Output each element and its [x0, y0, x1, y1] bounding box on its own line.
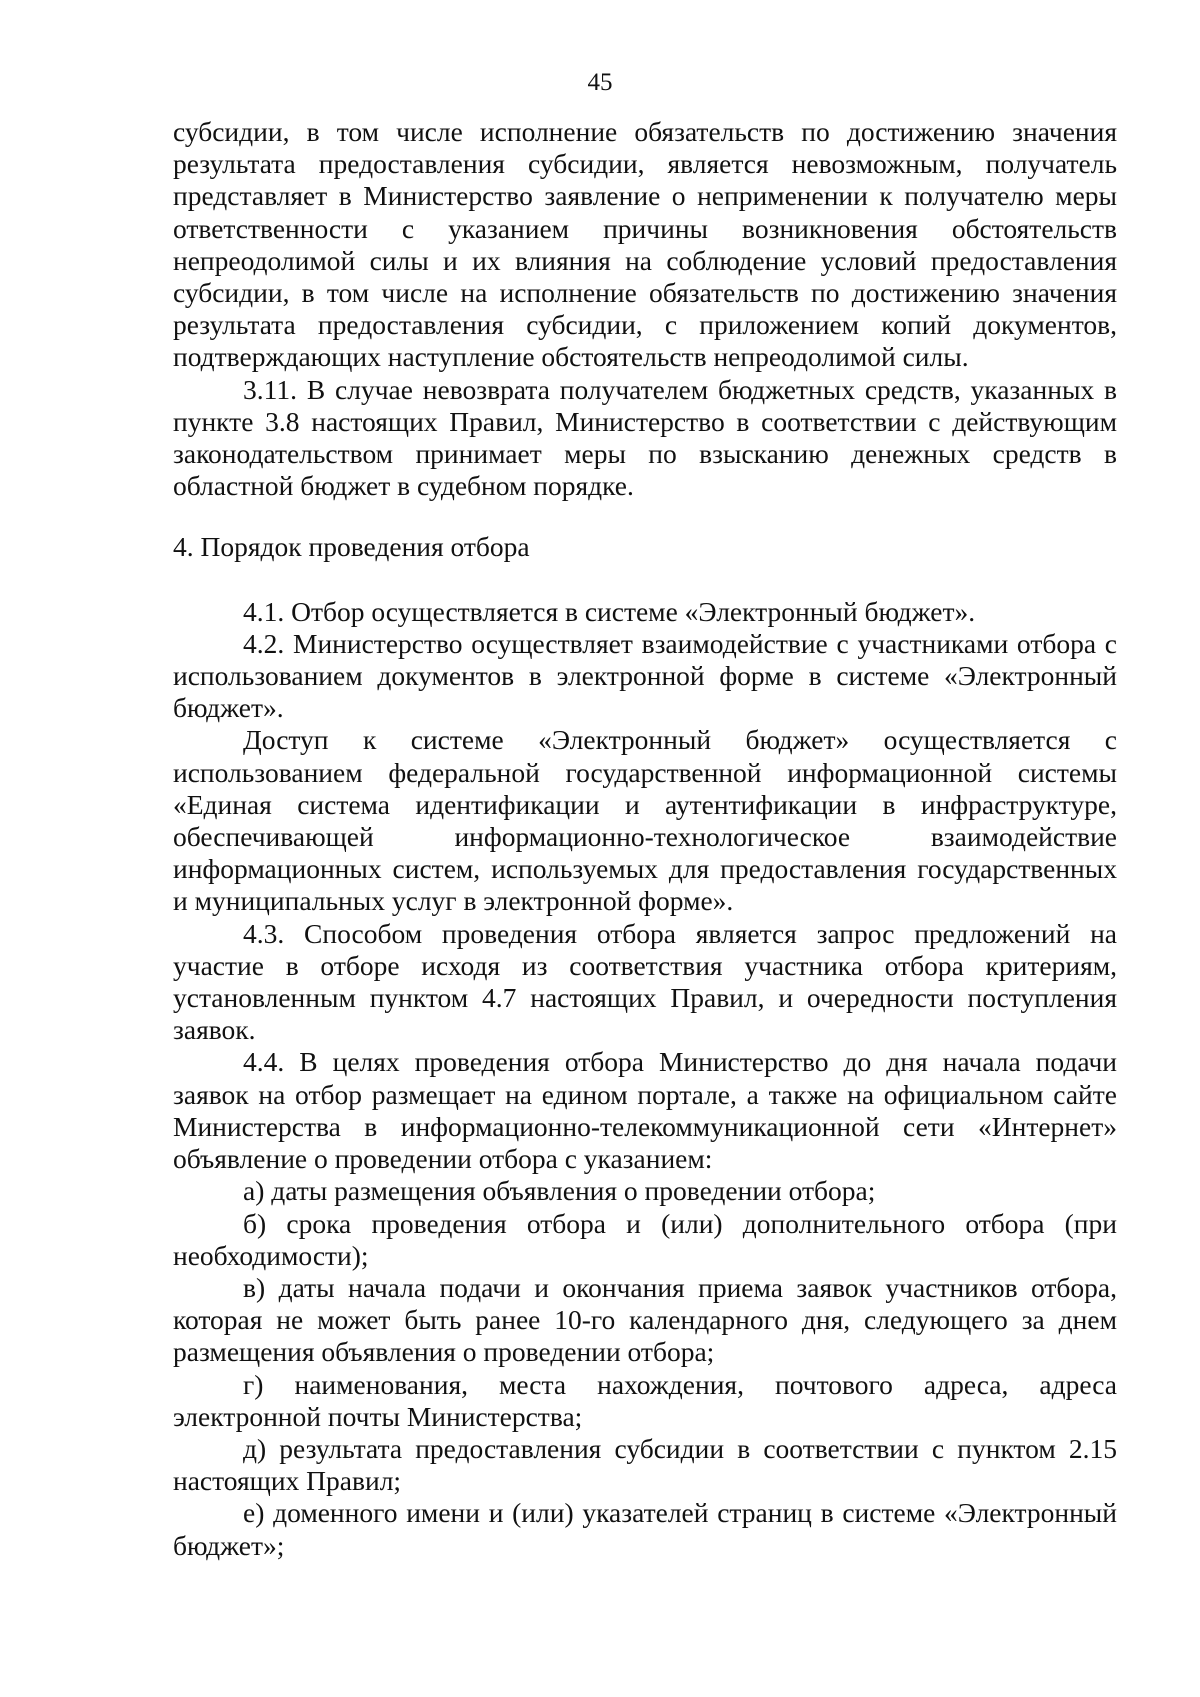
paragraph-4-2: 4.2. Министерство осуществляет взаимодействие с участниками отбора с использованием документов в электронной форме в системе «Электронный бюджет». [173, 627, 1117, 724]
list-item-d: д) результата предоставления субсидии в соответствии с пунктом 2.15 настоящих Правил; [173, 1432, 1117, 1497]
paragraph-3-11: 3.11. В случае невозврата получателем бюджетных средств, указанных в пункте 3.8 настоящих Правил, Министерство в соответствии с действующим законодательством принимает меры по взысканию денежных средств в областной бюджет в судебном порядке. [173, 373, 1117, 502]
list-item-a: а) даты размещения объявления о проведении отбора; [243, 1175, 876, 1207]
page-number: 45 [587, 69, 613, 96]
list-item-v: в) даты начала подачи и окончания приема заявок участников отбора, которая не может быть ранее 10-го календарного дня, следующего за днем размещения объявления о проведении отбора; [173, 1271, 1117, 1368]
paragraph-4-3: 4.3. Способом проведения отбора является запрос предложений на участие в отборе исходя из соответствия участника отбора критериям, установленным пунктом 4.7 настоящих Правил, и очередности поступления заявок. [173, 917, 1117, 1046]
paragraph-4-1: 4.1. Отбор осуществляется в системе «Электронный бюджет». [243, 595, 976, 627]
section-heading: 4. Порядок проведения отбора [173, 531, 530, 563]
list-item-e: е) доменного имени и (или) указателей страниц в системе «Электронный бюджет»; [173, 1497, 1117, 1561]
paragraph-4-4: 4.4. В целях проведения отбора Министерство до дня начала подачи заявок на отбор размещает на едином портале, а также на официальном сайте Министерства в информационно-телекоммуникационной сети «Интернет» объявление о проведении отбора с указанием: [173, 1046, 1117, 1175]
document-body [173, 116, 1117, 1562]
paragraph-access: Доступ к системе «Электронный бюджет» осуществляется с использованием федеральной государственной информационной системы «Единая система идентификации и аутентификации в инфраструктуре, обеспечивающей информационно-технологическое взаимодействие информационных систем, используемых для предоставления государственных и муниципальных услуг в электронной форме». [173, 724, 1117, 917]
list-item-b: б) срока проведения отбора и (или) дополнительного отбора (при необходимости); [173, 1207, 1117, 1271]
paragraph-continued: субсидии, в том числе исполнение обязательств по достижению значения результата предоставления субсидии, является невозможным, получатель представляет в Министерство заявление о неприменении к получателю меры ответственности с указанием причины возникновения обстоятельств непреодолимой силы и их влияния на соблюдение условий предоставления субсидии, в том числе на исполнение обязательств по достижению значения результата предоставления субсидии, с приложением копий документов, подтверждающих наступление обстоятельств непреодолимой силы. [173, 116, 1117, 373]
list-item-g: г) наименования, места нахождения, почтового адреса, адреса электронной почты Министерства; [173, 1368, 1117, 1432]
